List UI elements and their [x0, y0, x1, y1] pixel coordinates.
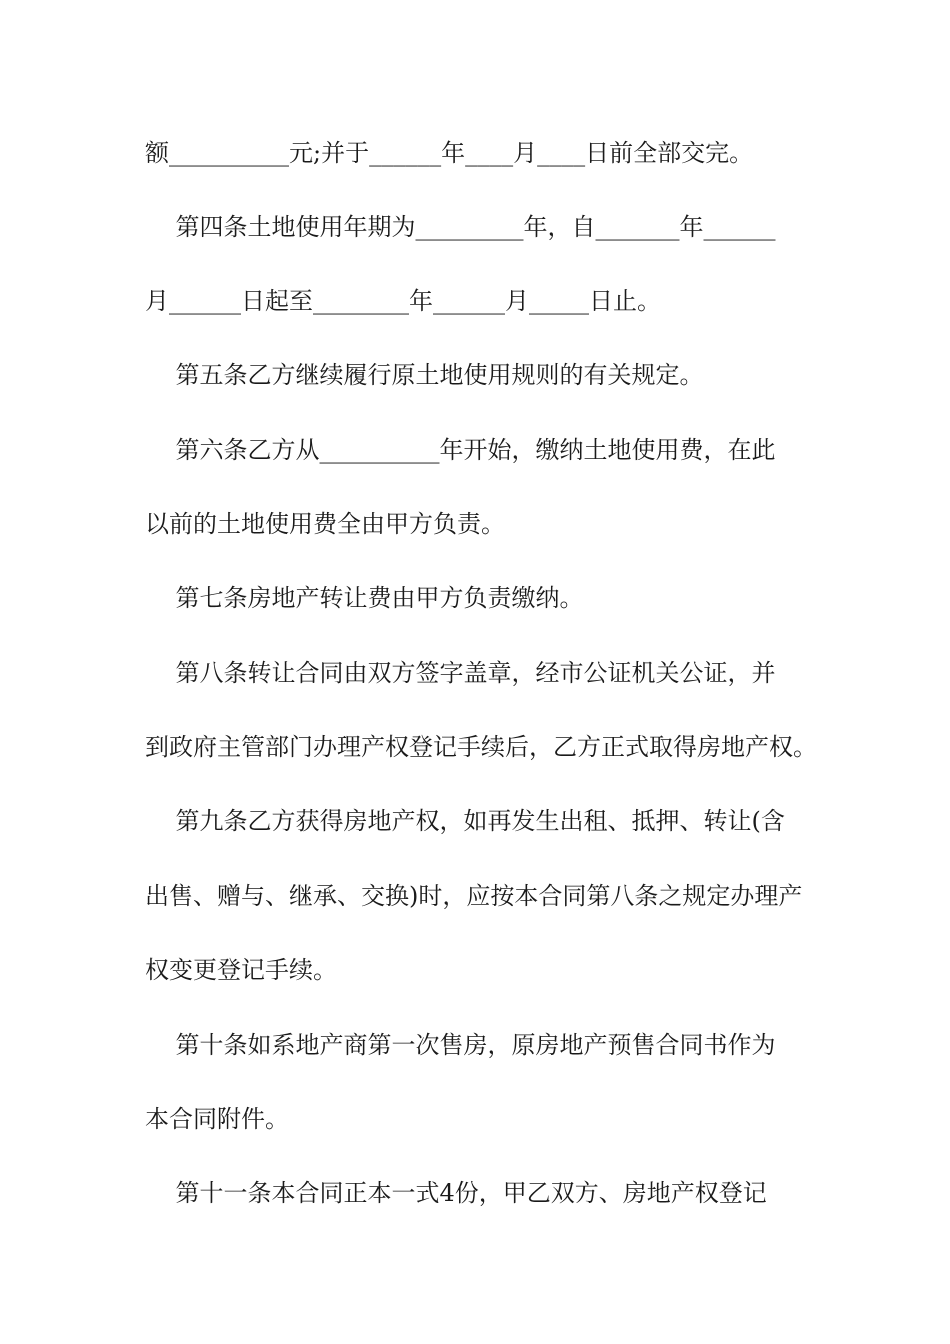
- text-line: 第四条土地使用年期为_________年，自_______年______: [145, 213, 776, 241]
- text-line: 第六条乙方从__________年开始，缴纳土地使用费，在此: [145, 436, 776, 464]
- text-line: 第五条乙方继续履行原土地使用规则的有关规定。: [145, 361, 704, 389]
- text-line: 第八条转让合同由双方签字盖章，经市公证机关公证，并: [145, 659, 776, 687]
- text-line: 第十一条本合同正本一式4份，甲乙双方、房地产权登记: [145, 1179, 767, 1207]
- text-line: 本合同附件。: [145, 1105, 289, 1133]
- text-line: 出售、赠与、继承、交换)时，应按本合同第八条之规定办理产: [145, 882, 803, 910]
- text-line: 月______日起至________年______月_____日止。: [145, 287, 661, 315]
- text-line: 到政府主管部门办理产权登记手续后，乙方正式取得房地产权。: [145, 733, 817, 761]
- text-line: 以前的土地使用费全由甲方负责。: [145, 510, 505, 538]
- text-line: 第九条乙方获得房地产权，如再发生出租、抵押、转让(含: [145, 807, 785, 835]
- text-line: 权变更登记手续。: [145, 956, 337, 984]
- text-line: 第十条如系地产商第一次售房，原房地产预售合同书作为: [145, 1031, 776, 1059]
- text-line: 第七条房地产转让费由甲方负责缴纳。: [145, 584, 584, 612]
- text-line: 额__________元;并于______年____月____日前全部交完。: [145, 139, 754, 167]
